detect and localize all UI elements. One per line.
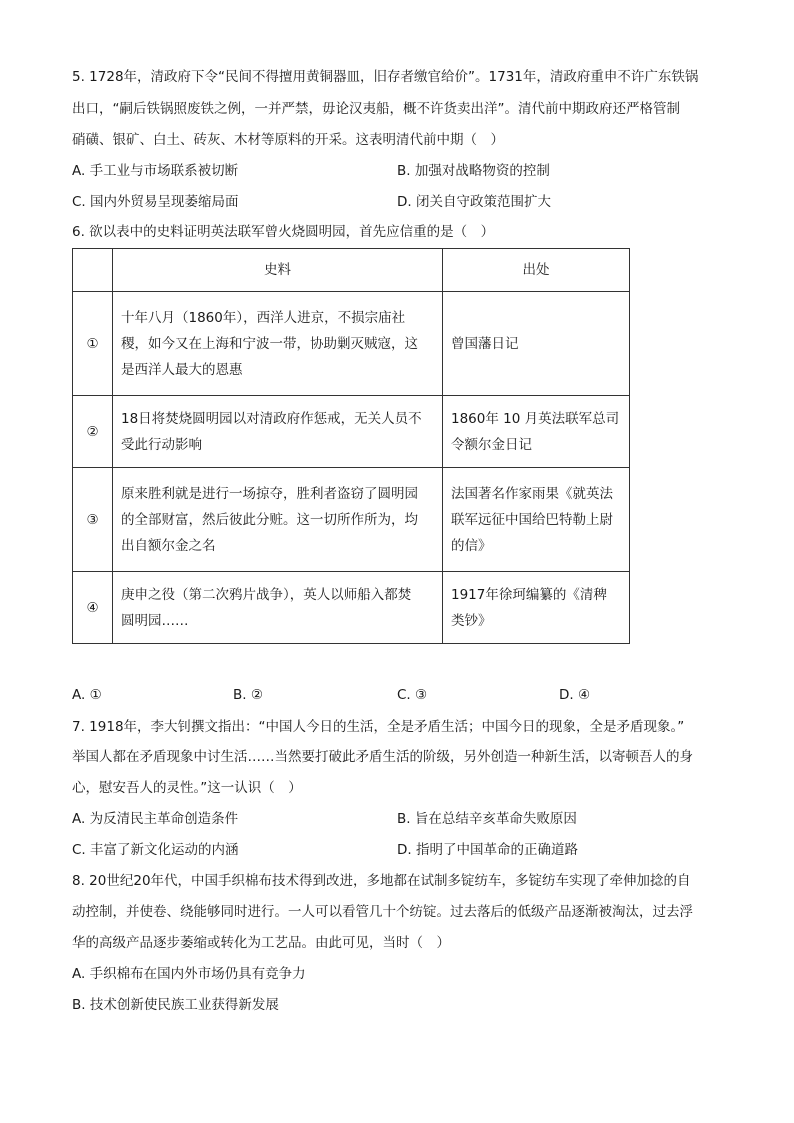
material-line: 受此行动影响 [121,436,202,453]
material-line: 十年八月（1860年），西洋人进京，不损宗庙社 [121,309,406,326]
q5-option-b[interactable]: B. 加强对战略物资的控制 [397,163,550,179]
row-number: ③ [73,468,113,572]
q5-option-a[interactable]: A. 手工业与市场联系被切断 [72,163,239,179]
q8-stem-line-3: 华的高级产品逐步萎缩或转化为工艺品。由此可见，当时（ ） [72,935,450,951]
source-line: 法国著名作家雨果《就英法 [451,485,613,502]
material-line: 出自额尔金之名 [121,537,216,554]
q6-stem: 6. 欲以表中的史料证明英法联军曾火烧圆明园，首先应信重的是（ ） [72,224,495,240]
source-line: 曾国藩日记 [451,335,519,352]
row-number: ④ [73,572,113,644]
q6-option-d[interactable]: D. ④ [559,687,591,703]
q5-option-d[interactable]: D. 闭关自守政策范围扩大 [397,194,551,210]
row-material [113,396,443,468]
row-source [443,396,630,468]
source-line: 类钞》 [451,612,492,629]
header-number [73,249,113,292]
q8-option-a[interactable]: A. 手织棉布在国内外市场仍具有竞争力 [72,966,306,982]
source-line: 1917年徐珂编纂的《清稗 [451,586,607,603]
material-line: 原来胜利就是进行一场掠夺，胜利者盗窃了圆明园 [121,485,418,502]
material-line: 18日将焚烧圆明园以对清政府作惩戒，无关人员不 [121,410,422,427]
table-row [73,292,630,396]
row-source [443,292,630,396]
q8-stem-line-1: 8. 20世纪20年代，中国手织棉布技术得到改进，多地都在试制多锭纺车，多锭纺车实现了牵伸加捻的自 [72,873,691,889]
source-line: 1860年 10 月英法联军总司 [451,410,620,427]
q7-option-c[interactable]: C. 丰富了新文化运动的内涵 [72,842,239,858]
q8-option-b[interactable]: B. 技术创新使民族工业获得新发展 [72,997,279,1013]
table-row [73,396,630,468]
material-line: 稷，如今又在上海和宁波一带，协助剿灭贼寇，这 [121,335,418,352]
header-material: 史料 [113,249,443,292]
row-material [113,292,443,396]
row-number: ① [73,292,113,396]
row-source [443,468,630,572]
q7-option-b[interactable]: B. 旨在总结辛亥革命失败原因 [397,811,577,827]
material-line: 是西洋人最大的恩惠 [121,361,243,378]
row-number: ② [73,396,113,468]
source-table [72,248,630,644]
row-material [113,572,443,644]
q7-stem-line-2: 举国人都在矛盾现象中讨生活……当然要打破此矛盾生活的阶级，另外创造一种新生活，以寄顿吾人的身 [72,749,693,765]
row-source [443,572,630,644]
q7-stem-line-3: 心，慰安吾人的灵性。”这一认识（ ） [72,780,302,796]
q5-stem-line-1: 5. 1728年，清政府下令“民间不得擅用黄铜器皿，旧存者缴官给价”。1731年，清政府重申不许广东铁锅 [72,69,699,85]
table-row [73,572,630,644]
material-line: 圆明园…… [121,612,189,629]
q7-stem-line-1: 7. 1918年，李大钊撰文指出：“中国人今日的生活，全是矛盾生活；中国今日的现象，全是矛盾现象。” [72,719,685,735]
row-material [113,468,443,572]
q7-option-a[interactable]: A. 为反清民主革命创造条件 [72,811,239,827]
material-line: 的全部财富，然后彼此分赃。这一切所作所为，均 [121,511,418,528]
header-source: 出处 [443,249,630,292]
q5-stem-line-2: 出口，“嗣后铁锅照废铁之例，一并严禁，毋论汉夷船，概不许货卖出洋”。清代前中期政府还严格管制 [72,101,680,117]
q8-stem-line-2: 动控制，并使卷、绕能够同时进行。一人可以看管几十个纺锭。过去落后的低级产品逐渐被淘汰，过去浮 [72,904,693,920]
q6-option-a[interactable]: A. ① [72,687,102,703]
q5-option-c[interactable]: C. 国内外贸易呈现萎缩局面 [72,194,239,210]
q6-option-b[interactable]: B. ② [233,687,263,703]
table-header-row [73,249,630,292]
material-line: 庚申之役（第二次鸦片战争），英人以师船入都焚 [121,586,412,603]
q6-option-c[interactable]: C. ③ [397,687,428,703]
table-row [73,468,630,572]
source-line: 令额尔金日记 [451,436,532,453]
q7-option-d[interactable]: D. 指明了中国革命的正确道路 [397,842,578,858]
source-line: 联军远征中国给巴特勒上尉 [451,511,613,528]
q5-stem-line-3: 硝磺、银矿、白土、砖灰、木材等原料的开采。这表明清代前中期（ ） [72,132,504,148]
source-line: 的信》 [451,537,492,554]
